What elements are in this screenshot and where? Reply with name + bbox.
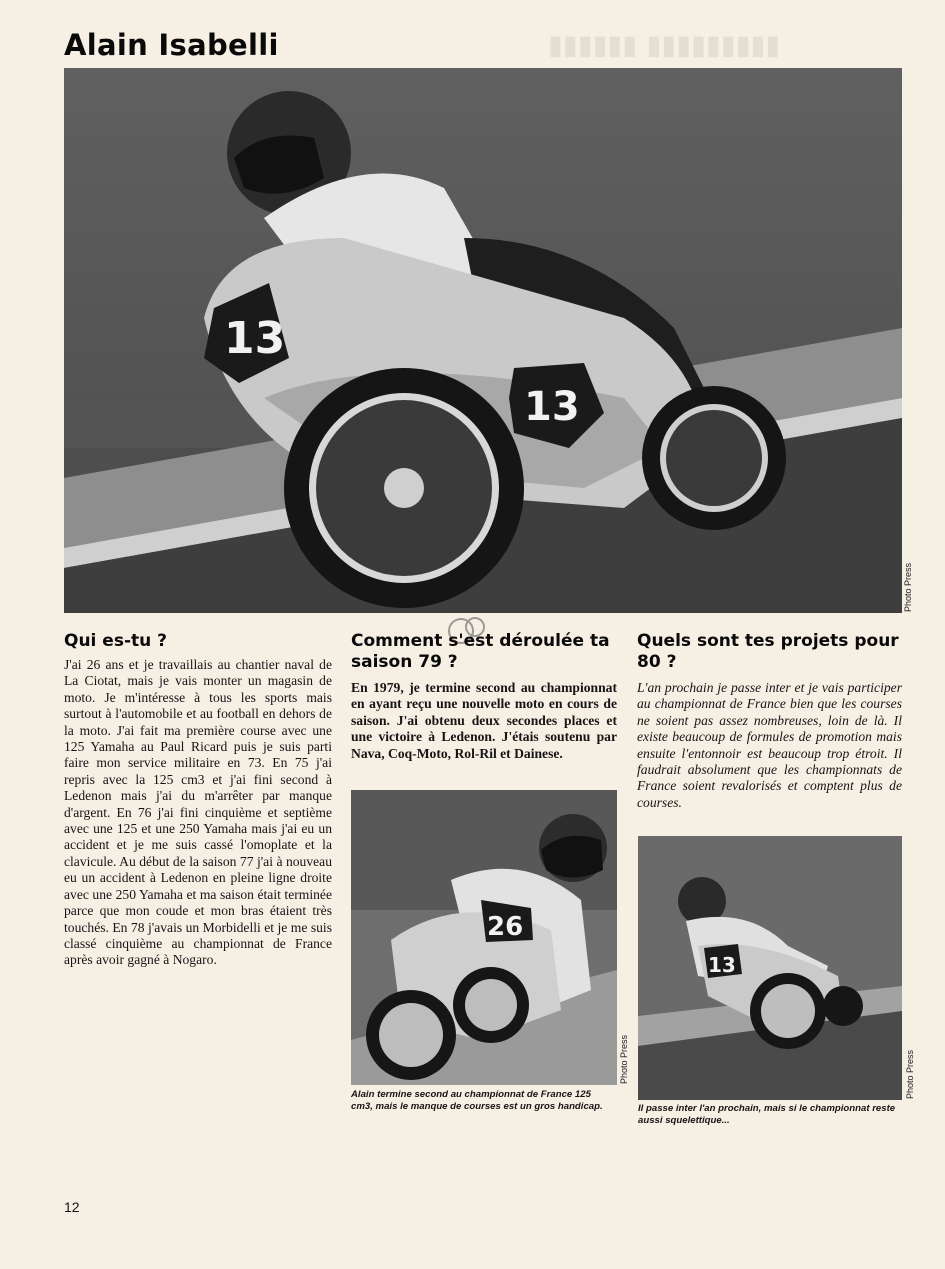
right-bike-number: 13 — [708, 953, 736, 977]
column-2-heading: Comment s'est déroulée ta saison 79 ? — [351, 631, 610, 672]
middle-bike-number: 26 — [487, 912, 524, 942]
main-race-photo — [64, 68, 902, 613]
right-race-photo — [638, 836, 902, 1100]
right-photo-credit: Photo Press — [905, 1049, 915, 1099]
main-bike-side-number: 13 — [524, 384, 580, 430]
column-1-heading: Qui es-tu ? — [64, 631, 168, 651]
main-photo-credit: Photo Press — [903, 562, 913, 612]
right-photo-caption: Il passe inter l'an prochain, mais si le championnat reste aussi squelettique... — [638, 1103, 896, 1126]
middle-photo-illustration — [351, 790, 617, 1085]
main-photo-illustration — [64, 68, 902, 613]
middle-photo-credit: Photo Press — [619, 1034, 629, 1084]
column-3-text: L'an prochain je passe inter et je vais participer au championnat de France bien que les courses ne soient pas assez nombreuses, loin de là. Il existe beaucoup de formules de promotion mais ensuite l'entonnoir est beaucoup trop étroit. Il faudrait absolument que les championnats de France soient revalorisés et comptent plus de courses. — [637, 680, 902, 810]
column-2-text: En 1979, je termine second au championnat en ayant reçu une nouvelle moto en cours de saison. J'ai obtenu deux secondes places et une victoire à Ledenon. J'étais soutenu par Nava, Coq-Moto, Rol-Ril et Dainese. — [351, 680, 617, 761]
article-title: Alain Isabelli — [64, 28, 279, 62]
main-bike-number: 13 — [224, 313, 286, 364]
middle-race-photo — [351, 790, 617, 1085]
column-1-text: J'ai 26 ans et je travaillais au chantier naval de La Ciotat, mais je vais monter un magasin de moto. Je m'intéresse à tous les sports mais surtout à l'automobile et au football en dehors de la moto. J'ai fait ma première course avec une 125 Yamaha au Paul Ricard puis je suis parti faire mon service militaire en 73. En 75 j'ai repris avec la 125 cm3 et j'ai fini second à Ledenon mais j'ai du m'arrêter par manque d'argent. En 76 j'ai fini cinquième et septième avec une 125 et une 250 Yamaha mais j'ai eu un accident et je me suis cassé l'omoplate et la clavicule. Au début de la saison 77 j'ai à nouveau eu un accident à Ledenon en pleine ligne droite avec une 250 Yamaha et ma saison était terminée parce que mon coude et mon bras étaient très touchés. En 78 j'avais un Morbidelli et je me suis classé cinquième au championnat de France après avoir gagné à Nogaro. — [64, 657, 332, 968]
right-photo-illustration — [638, 836, 902, 1100]
column-3-heading: Quels sont tes projets pour 80 ? — [637, 631, 899, 672]
middle-photo-caption: Alain termine second au championnat de France 125 cm3, mais le manque de courses est un gros handicap. — [351, 1089, 603, 1112]
page-number: 12 — [64, 1199, 80, 1215]
show-through-title: ▮▮▮▮▮▮ ▮▮▮▮▮▮▮▮▮ — [548, 30, 781, 61]
